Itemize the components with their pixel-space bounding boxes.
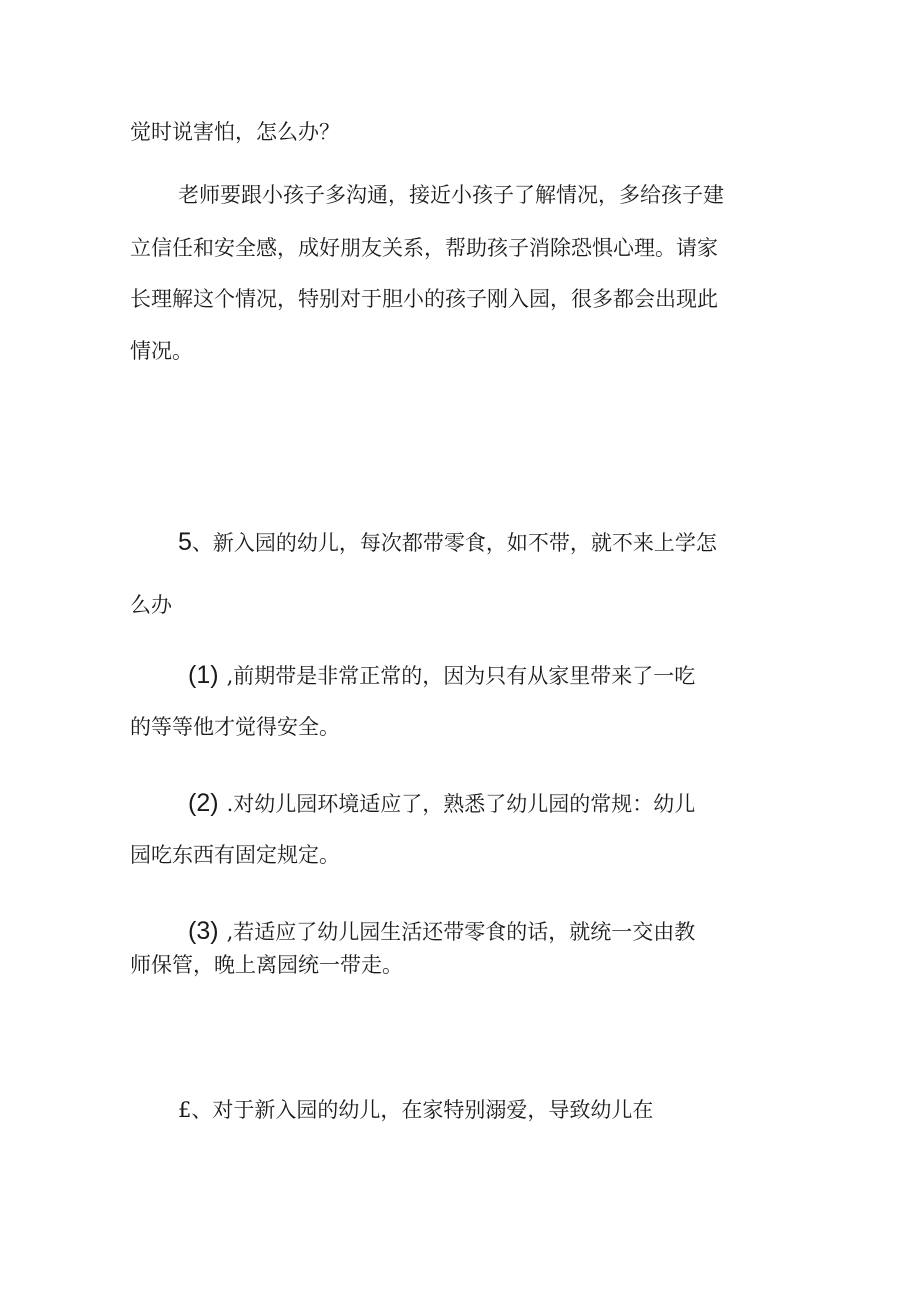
paragraph-line: 园吃东西有固定规定。 (130, 843, 340, 867)
list-item-1 (188, 660, 695, 690)
list-text: ,前期带是非常正常的，因为只有从家里带来了一吃 (226, 664, 696, 688)
list-marker: (1) (188, 661, 219, 689)
list-marker: (3) (188, 917, 219, 945)
list-item-3 (188, 916, 695, 946)
question-5-heading (178, 527, 717, 557)
question-6-heading (178, 1095, 653, 1125)
question-number: 5 (178, 528, 192, 556)
list-text: ,若适应了幼儿园生活还带零食的话，就统一交由教 (226, 920, 696, 944)
paragraph-line: 么办 (130, 593, 172, 617)
question-text: 、对于新入园的幼儿，在家特别溺爱，导致幼儿在 (191, 1098, 654, 1122)
list-text: .对幼儿园环境适应了，熟悉了幼儿园的常规：幼儿 (226, 792, 696, 816)
paragraph-line: 老师要跟小孩子多沟通，接近小孩子了解情况，多给孩子建 (178, 183, 724, 207)
list-marker: (2) (188, 789, 219, 817)
paragraph-line: 觉时说害怕，怎么办？ (130, 120, 340, 144)
paragraph-line: 立信任和安全感，成好朋友关系，帮助孩子消除恐惧心理。请家 (130, 236, 718, 260)
paragraph-line: 师保管，晚上离园统一带走。 (130, 953, 403, 977)
paragraph-line: 的等等他才觉得安全。 (130, 715, 340, 739)
paragraph-line: 情况。 (130, 339, 193, 363)
question-marker: £ (178, 1098, 192, 1122)
list-item-2 (188, 788, 695, 818)
paragraph-line: 长理解这个情况，特别对于胆小的孩子刚入园，很多都会出现此 (130, 287, 718, 311)
question-text: 、新入园的幼儿，每次都带零食，如不带，就不来上学怎 (191, 531, 717, 555)
